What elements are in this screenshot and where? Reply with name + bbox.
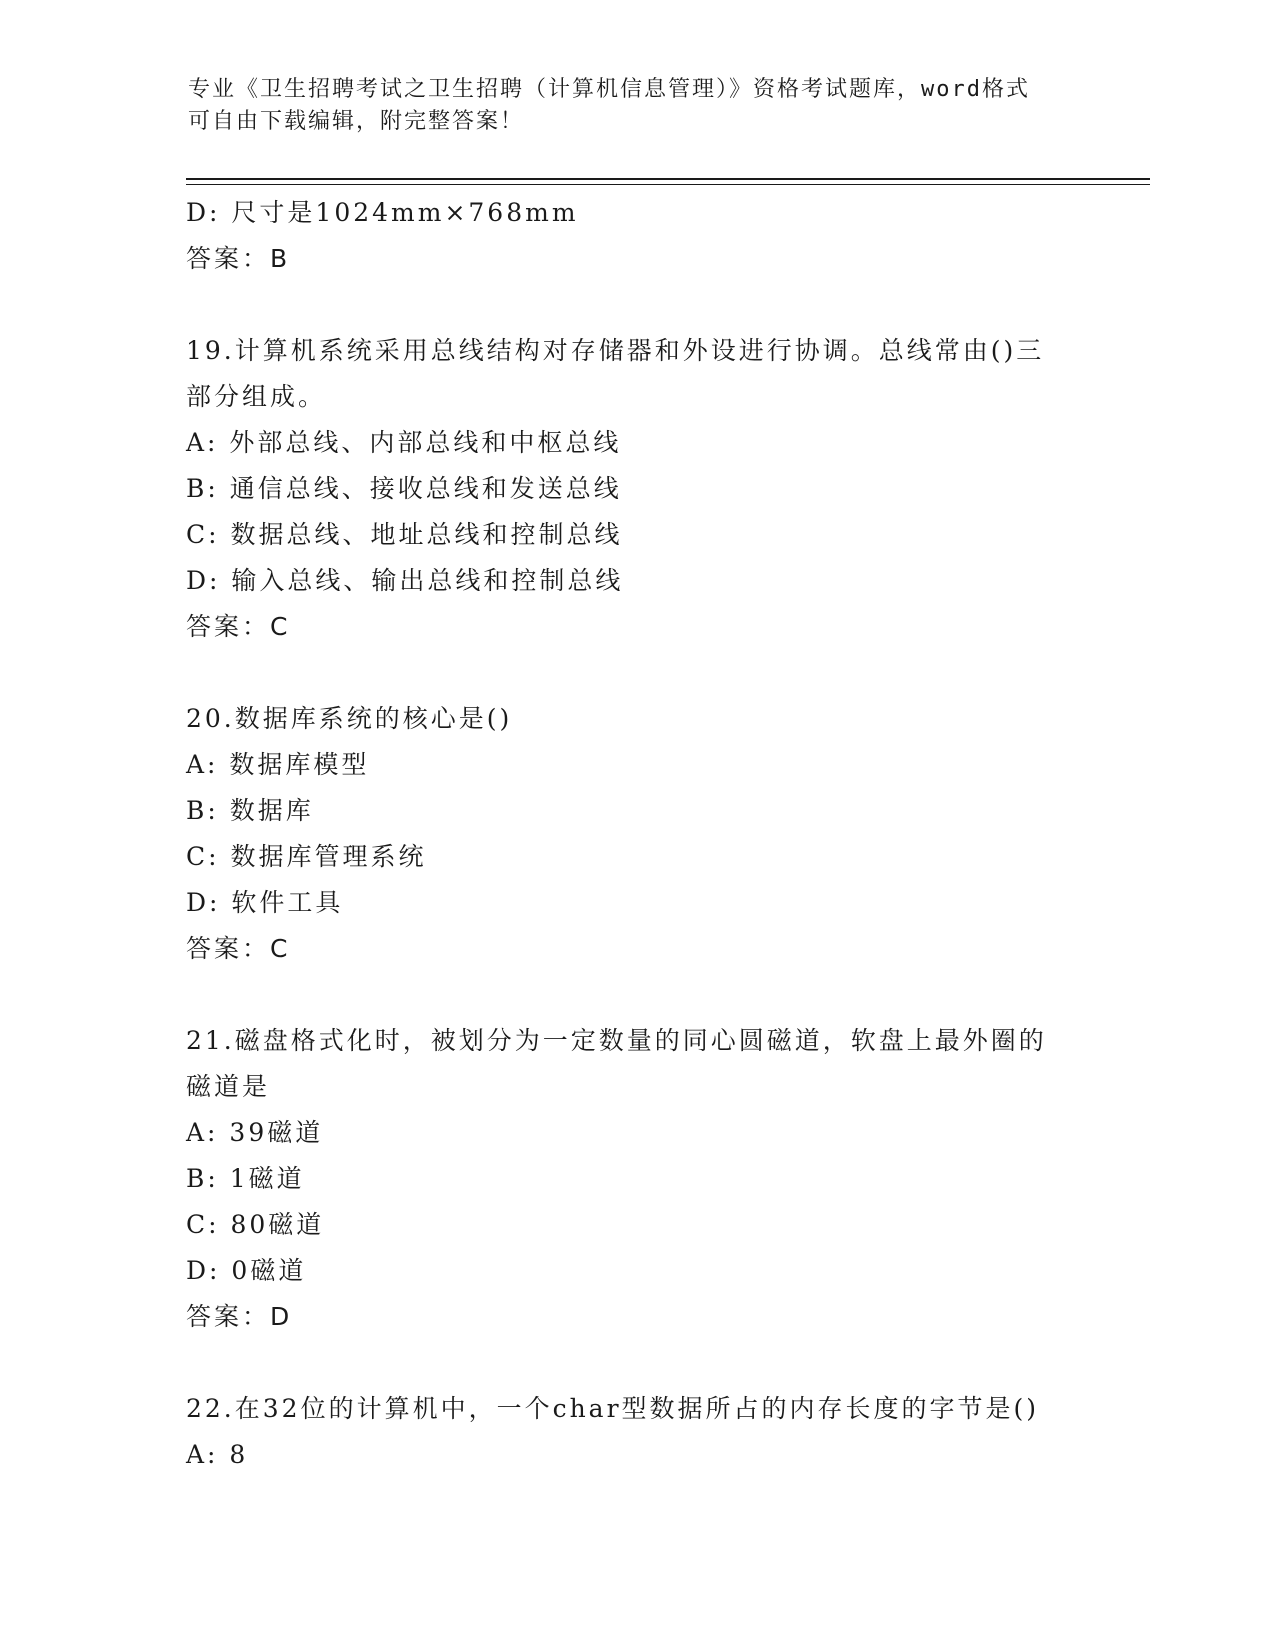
- question-block-18: [186, 190, 1086, 282]
- header-divider-thick: [186, 178, 1150, 180]
- question-block-22: [186, 1386, 1086, 1478]
- option-a: A: 8: [186, 1440, 249, 1469]
- option-b: B: 通信总线、接收总线和发送总线: [186, 474, 622, 503]
- question-stem: 21.磁盘格式化时，被划分为一定数量的同心圆磁道，软盘上最外圈的: [186, 1026, 1047, 1055]
- option-c: C: 数据库管理系统: [186, 842, 427, 871]
- question-stem: 20.数据库系统的核心是(): [186, 704, 513, 733]
- answer-line: 答案：B: [186, 244, 291, 273]
- option-c: C: 数据总线、地址总线和控制总线: [186, 520, 623, 549]
- document-header: [188, 74, 1068, 138]
- option-a: A: 39磁道: [186, 1118, 324, 1147]
- question-stem: 22.在32位的计算机中，一个char型数据所占的内存长度的字节是(): [186, 1394, 1040, 1423]
- option-c: C: 80磁道: [186, 1210, 325, 1239]
- spacer: [186, 972, 1086, 1018]
- option-d: D: 输入总线、输出总线和控制总线: [186, 566, 624, 595]
- question-block-20: [186, 696, 1086, 972]
- question-block-19: [186, 328, 1086, 650]
- option-a: A: 外部总线、内部总线和中枢总线: [186, 428, 622, 457]
- question-list: [186, 190, 1086, 1478]
- header-line-1: 专业《卫生招聘考试之卫生招聘（计算机信息管理）》资格考试题库，word格式: [188, 77, 1030, 102]
- question-stem-continued: 磁道是: [186, 1072, 271, 1101]
- question-stem-continued: 部分组成。: [186, 382, 327, 411]
- spacer: [186, 1340, 1086, 1386]
- option-b: B: 数据库: [186, 796, 314, 825]
- question-block-21: [186, 1018, 1086, 1340]
- header-divider-thin: [186, 184, 1150, 185]
- answer-line: 答案：C: [186, 612, 291, 641]
- answer-line: 答案：C: [186, 934, 291, 963]
- answer-line: 答案：D: [186, 1302, 293, 1331]
- option-d: D: 尺寸是1024mm×768mm: [186, 198, 579, 227]
- option-d: D: 软件工具: [186, 888, 344, 917]
- question-stem: 19.计算机系统采用总线结构对存储器和外设进行协调。总线常由()三: [186, 336, 1045, 365]
- option-b: B: 1磁道: [186, 1164, 305, 1193]
- spacer: [186, 650, 1086, 696]
- header-line-2: 可自由下载编辑，附完整答案！: [188, 109, 525, 134]
- spacer: [186, 282, 1086, 328]
- option-a: A: 数据库模型: [186, 750, 370, 779]
- option-d: D: 0磁道: [186, 1256, 307, 1285]
